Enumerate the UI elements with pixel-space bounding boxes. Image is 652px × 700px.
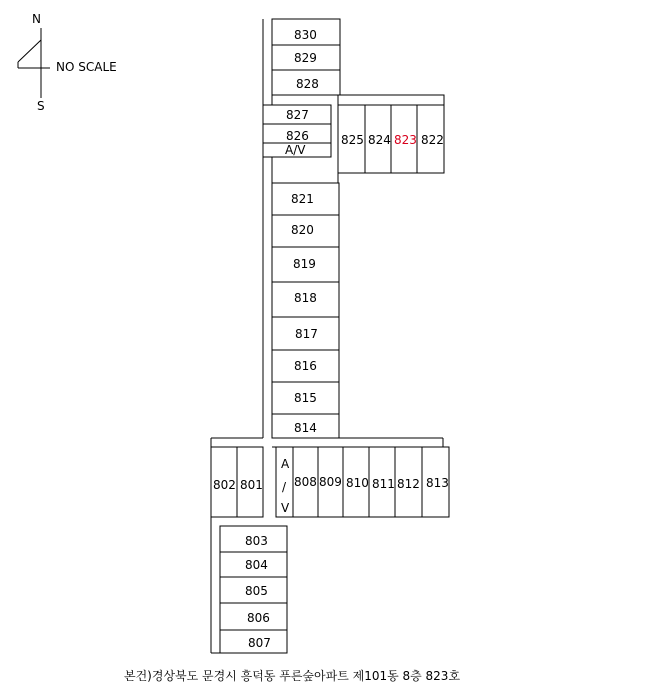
unit-825: 825: [341, 133, 364, 147]
unit-824: 824: [368, 133, 391, 147]
block-827-822: [263, 95, 444, 183]
unit-816: 816: [294, 359, 317, 373]
unit-805: 805: [245, 584, 268, 598]
unit-813: 813: [426, 476, 449, 490]
unit-821: 821: [291, 192, 314, 206]
unit-829: 829: [294, 51, 317, 65]
unit-810: 810: [346, 476, 369, 490]
unit-808: 808: [294, 475, 317, 489]
south-label: S: [37, 99, 45, 113]
unit-826: 826: [286, 129, 309, 143]
unit-818: 818: [294, 291, 317, 305]
unit-807: 807: [248, 636, 271, 650]
av-shaft-mid: [276, 447, 293, 517]
block-821-814: [272, 183, 339, 438]
block-802-801: [211, 447, 263, 517]
address-caption: 본건)경상북도 문경시 흥덕동 푸른숲아파트 제101동 8층 823호: [124, 669, 461, 683]
unit-823-subject: 823: [394, 133, 417, 147]
compass-icon: [18, 12, 117, 113]
unit-814: 814: [294, 421, 317, 435]
unit-801: 801: [240, 478, 263, 492]
av-mid-slash: /: [282, 480, 287, 494]
unit-819: 819: [293, 257, 316, 271]
unit-830: 830: [294, 28, 317, 42]
unit-815: 815: [294, 391, 317, 405]
unit-812: 812: [397, 477, 420, 491]
unit-827: 827: [286, 108, 309, 122]
scale-note: NO SCALE: [56, 60, 117, 74]
unit-811: 811: [372, 477, 395, 491]
north-label: N: [32, 12, 41, 26]
unit-802: 802: [213, 478, 236, 492]
unit-817: 817: [295, 327, 318, 341]
unit-820: 820: [291, 223, 314, 237]
av-label-top: A/V: [285, 143, 306, 157]
av-mid-a: A: [281, 457, 290, 471]
unit-804: 804: [245, 558, 268, 572]
unit-822: 822: [421, 133, 444, 147]
av-mid-v: V: [281, 501, 290, 515]
block-830-828: [272, 19, 340, 95]
unit-828: 828: [296, 77, 319, 91]
unit-809: 809: [319, 475, 342, 489]
block-808-813: [293, 447, 449, 517]
unit-803: 803: [245, 534, 268, 548]
block-803-807: [220, 526, 287, 653]
unit-806: 806: [247, 611, 270, 625]
